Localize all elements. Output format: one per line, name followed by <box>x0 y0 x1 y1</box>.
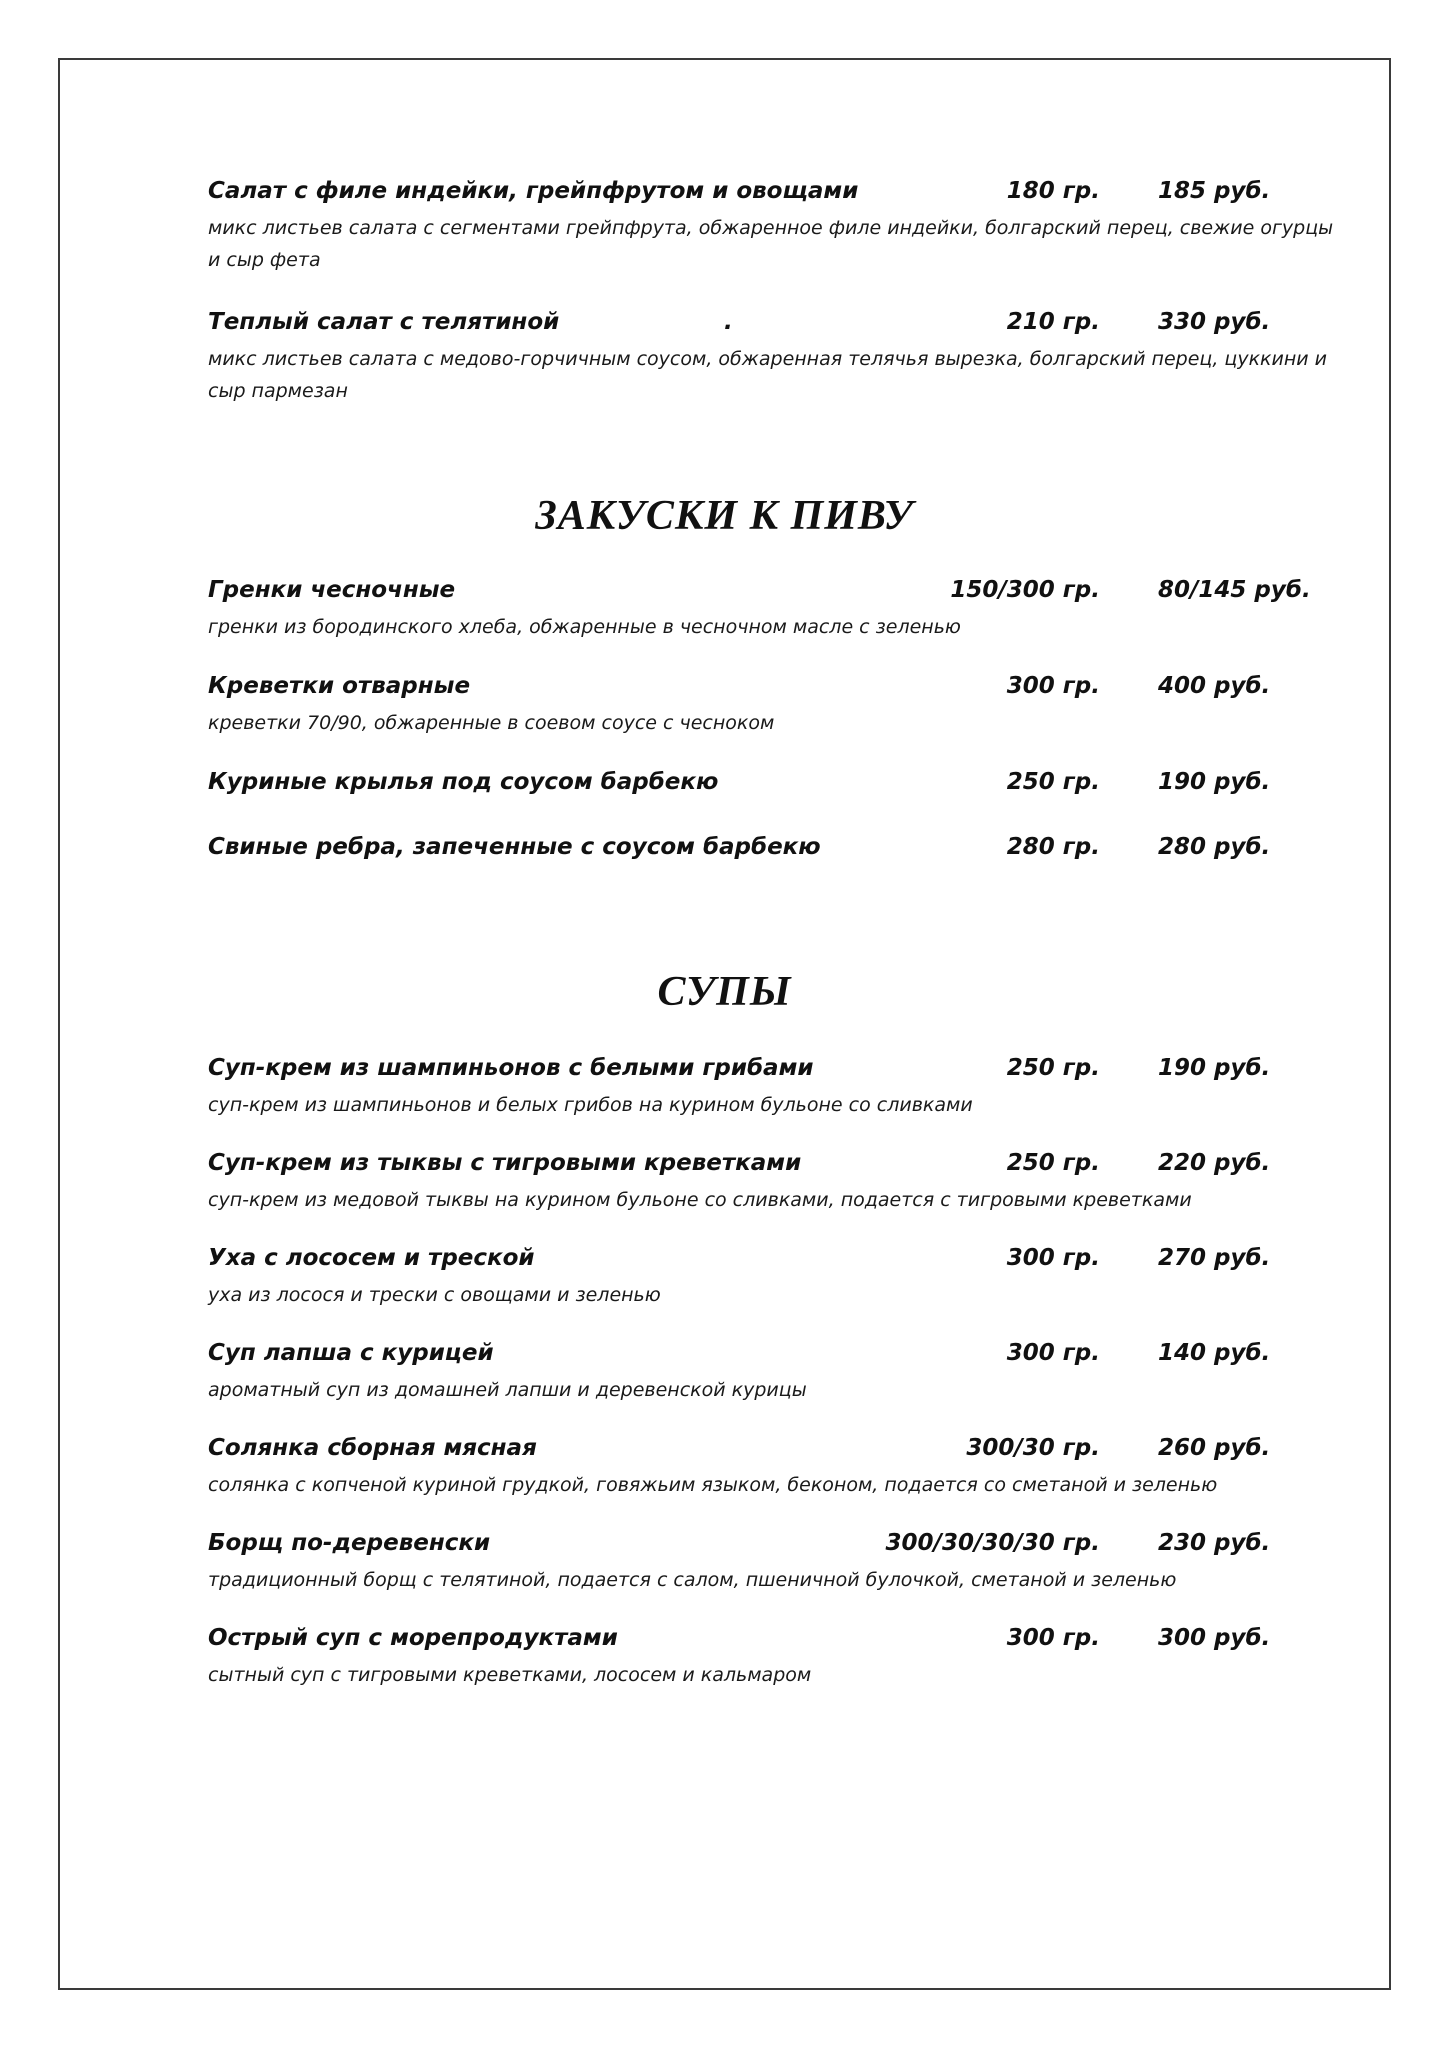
item-weight: 250 гр. <box>1006 1150 1100 1176</box>
item-price: 80/145 руб. <box>1158 577 1311 603</box>
item-price: 185 руб. <box>1158 178 1271 204</box>
menu-item <box>208 673 1338 739</box>
item-name: Уха с лососем и треской <box>208 1245 535 1271</box>
item-price: 260 руб. <box>1158 1435 1271 1461</box>
menu-item <box>208 1055 1338 1121</box>
item-price: 270 руб. <box>1158 1245 1271 1271</box>
item-description: микс листьев салата с медово-горчичным соусом, обжаренная телячья вырезка, болгарский перец, цуккини и сыр пармезан <box>208 348 1328 402</box>
item-name: Куриные крылья под соусом барбекю <box>208 769 719 795</box>
item-description: уха из лосося и трески с овощами и зеленью <box>208 1284 661 1306</box>
item-name: Салат с филе индейки, грейпфрутом и овощами <box>208 178 859 204</box>
item-name: Суп-крем из тыквы с тигровыми креветками <box>208 1150 802 1176</box>
item-weight: 250 гр. <box>1006 769 1100 795</box>
item-price: 300 руб. <box>1158 1625 1271 1651</box>
item-price: 330 руб. <box>1158 309 1271 335</box>
item-weight: 280 гр. <box>1006 834 1100 860</box>
item-description: солянка с копченой куриной грудкой, говяжьим языком, беконом, подается со сметаной и зеленью <box>208 1474 1218 1496</box>
item-weight: 210 гр. <box>1006 309 1100 335</box>
item-name: Солянка сборная мясная <box>208 1435 537 1461</box>
menu-item <box>208 1530 1338 1596</box>
item-description: сытный суп с тигровыми креветками, лососем и кальмаром <box>208 1664 812 1686</box>
item-dot: . <box>724 309 733 335</box>
item-weight: 250 гр. <box>1006 1055 1100 1081</box>
item-weight: 300/30/30/30 гр. <box>885 1530 1100 1556</box>
item-description: микс листьев салата с сегментами грейпфрута, обжаренное филе индейки, болгарский перец, свежие огурцы и сыр фета <box>208 217 1334 271</box>
item-weight: 300 гр. <box>1006 1625 1100 1651</box>
item-name: Свиные ребра, запеченные с соусом барбекю <box>208 834 821 860</box>
item-weight: 180 гр. <box>1006 178 1100 204</box>
item-weight: 300 гр. <box>1006 1340 1100 1366</box>
item-description: традиционный борщ с телятиной, подается с салом, пшеничной булочкой, сметаной и зеленью <box>208 1569 1177 1591</box>
item-name: Креветки отварные <box>208 673 471 699</box>
item-description: суп-крем из шампиньонов и белых грибов на курином бульоне со сливками <box>208 1094 973 1116</box>
menu-item <box>208 1435 1338 1501</box>
item-price: 280 руб. <box>1158 834 1271 860</box>
menu-item <box>208 769 1338 803</box>
item-weight: 150/300 гр. <box>950 577 1100 603</box>
item-price: 230 руб. <box>1158 1530 1271 1556</box>
item-price: 190 руб. <box>1158 769 1271 795</box>
menu-item <box>208 1150 1338 1216</box>
item-name: Борщ по-деревенски <box>208 1530 491 1556</box>
item-description: креветки 70/90, обжаренные в соевом соусе с чесноком <box>208 712 775 734</box>
menu-item <box>208 178 1338 276</box>
menu-item <box>208 309 1338 407</box>
item-name: Суп-крем из шампиньонов с белыми грибами <box>208 1055 814 1081</box>
menu-item <box>208 1625 1338 1691</box>
item-weight: 300 гр. <box>1006 1245 1100 1271</box>
item-name: Суп лапша с курицей <box>208 1340 494 1366</box>
item-name: Гренки чесночные <box>208 577 456 603</box>
item-price: 400 руб. <box>1158 673 1271 699</box>
section-title-beer-snacks: ЗАКУСКИ К ПИВУ <box>535 493 914 539</box>
item-price: 190 руб. <box>1158 1055 1271 1081</box>
item-weight: 300/30 гр. <box>966 1435 1100 1461</box>
item-name: Теплый салат с телятиной <box>208 309 560 335</box>
item-price: 220 руб. <box>1158 1150 1271 1176</box>
item-description: суп-крем из медовой тыквы на курином бульоне со сливками, подается с тигровыми креветками <box>208 1189 1192 1211</box>
menu-item <box>208 1340 1338 1406</box>
menu-item <box>208 1245 1338 1311</box>
item-name: Острый суп с морепродуктами <box>208 1625 618 1651</box>
item-description: ароматный суп из домашней лапши и деревенской курицы <box>208 1379 807 1401</box>
item-weight: 300 гр. <box>1006 673 1100 699</box>
menu-item <box>208 577 1338 643</box>
item-description: гренки из бородинского хлеба, обжаренные в чесночном масле с зеленью <box>208 616 961 638</box>
section-title-soups: СУПЫ <box>657 969 792 1015</box>
item-price: 140 руб. <box>1158 1340 1271 1366</box>
menu-item <box>208 834 1338 868</box>
